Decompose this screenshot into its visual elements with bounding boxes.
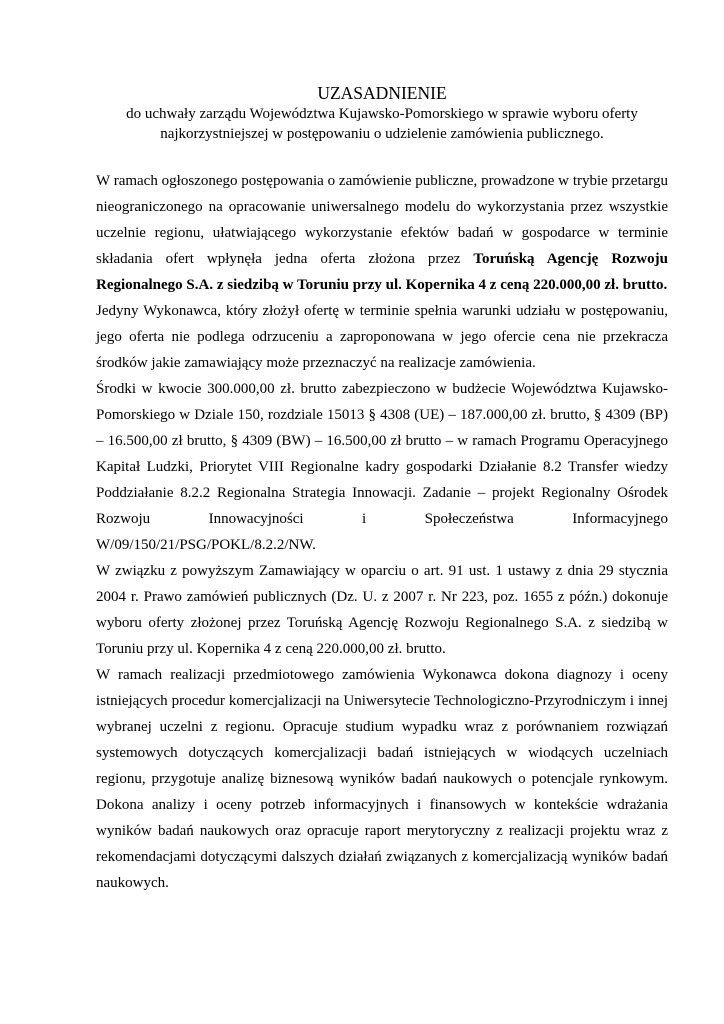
document-title: UZASADNIENIE <box>317 83 447 103</box>
paragraph-offer-received <box>96 168 668 298</box>
paragraph-scope-of-work: W ramach realizacji przedmiotowego zamówienia Wykonawca dokona diagnozy i oceny istniejących procedur komercjalizacji na Uniwersytecie Technologiczno-Przyrodniczym i innej wybranej uczelni z regionu. Opracuje studium wypadku wraz z porównaniem rozwiązań systemowych dotyczących komercjalizacji badań istniejących w wiodących uczelniach regionu, przygotuje analizę biznesową wyników badań naukowych o potencjale rynkowym. Dokona analizy i oceny potrzeb informacyjnych i finansowych w kontekście wdrażania wyników badań naukowych oraz opracuje raport merytoryczny z realizacji projektu wraz z rekomendacjami dotyczącymi dalszych działań związanych z komercjalizacją wyników badań naukowych. <box>96 667 668 891</box>
document-header <box>96 82 668 144</box>
document-subtitle: do uchwały zarządu Województwa Kujawsko-Pomorskiego w sprawie wyboru oferty najkorzystniejszej w postępowaniu o udzielenie zamówienia publicznego. <box>126 106 638 142</box>
paragraph-offer-received-text: W ramach ogłoszonego postępowania o zamówienie publiczne, prowadzone w trybie przetargu nieograniczonego na opracowanie uniwersalnego modelu do wykorzystania przez wszystkie uczelnie regionu, ułatwiającego wykorzystanie efektów badań w gospodarce w terminie składania ofert wpłynęła jedna oferta złożona przez <box>96 173 668 267</box>
document-body <box>96 168 668 896</box>
paragraph-funding: Środki w kwocie 300.000,00 zł. brutto zabezpieczono w budżecie Województwa Kujawsko-Pomorskiego w Dziale 150, rozdziale 15013 § 4308 (UE) – 187.000,00 zł. brutto, § 4309 (BP) – 16.500,00 zł brutto, § 4309 (BW) – 16.500,00 zł brutto – w ramach Programu Operacyjnego Kapitał Ludzki, Priorytet VIII Regionalne kadry gospodarki Działanie 8.2 Transfer wiedzy Poddziałanie 8.2.2 Regionalna Strategia Innowacji. Zadanie – projekt Regionalny Ośrodek Rozwoju Innowacyjności i Społeczeństwa Informacyjnego W/09/150/21/PSG/POKL/8.2.2/NW. <box>96 381 668 553</box>
paragraph-contractor-eligibility: Jedyny Wykonawca, który złożył ofertę w terminie spełnia warunki udziału w postępowaniu, jego oferta nie podlega odrzuceniu a zaproponowana w jego ofercie cena nie przekracza środków jakie zamawiający może przeznaczyć na realizacje zamówienia. <box>96 303 668 371</box>
paragraph-offer-received-bold: Toruńską Agencję Rozwoju Regionalnego S.A. z siedzibą w Toruniu przy ul. Kopernika 4 z ceną 220.000,00 zł. brutto. <box>96 251 668 293</box>
paragraph-decision: W związku z powyższym Zamawiający w oparciu o art. 91 ust. 1 ustawy z dnia 29 stycznia 2004 r. Prawo zamówień publicznych (Dz. U. z 2007 r. Nr 223, poz. 1655 z późn.) dokonuje wyboru oferty złożonej przez Toruńską Agencję Rozwoju Regionalnego S.A. z siedzibą w Toruniu przy ul. Kopernika 4 z ceną 220.000,00 zł. brutto. <box>96 563 668 657</box>
